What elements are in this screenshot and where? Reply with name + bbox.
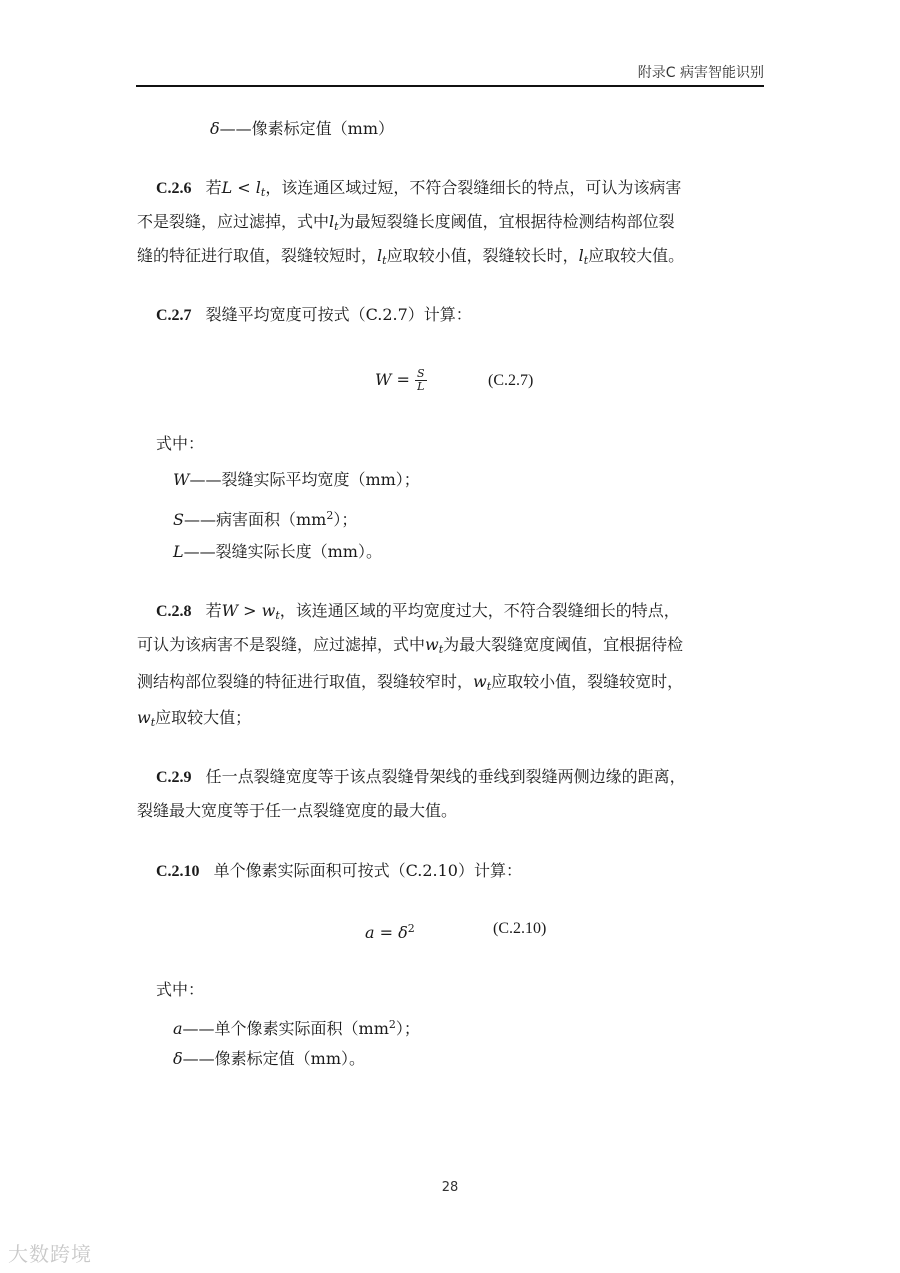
clause-c29-line2: 裂缝最大宽度等于任一点裂缝宽度的最大值。	[137, 801, 458, 820]
clause-c27: C.2.7 裂缝平均宽度可按式（C.2.7）计算：	[156, 305, 472, 324]
header-divider	[136, 85, 764, 87]
equation-c210: $a = \delta^2$	[365, 922, 415, 942]
clause-c26-line1: C.2.6 若$L < l_t$，该连通区域过短，不符合裂缝细长的特点，可认为该病害	[156, 178, 682, 199]
clause-number: C.2.9	[156, 769, 192, 786]
definition-a: a——单个像素实际面积$(mm^2)$；	[173, 1018, 420, 1038]
clause-number: C.2.10	[156, 863, 200, 880]
equation-number-c27: (C.2.7)	[488, 372, 534, 389]
where-label-1: 式中：	[156, 434, 205, 453]
where-label-2: 式中：	[156, 980, 205, 999]
running-header: 附录C 病害智能识别	[637, 65, 764, 81]
equation-c27: W = $\frac{S}{L}$	[375, 367, 425, 393]
definition-delta: δ——像素标定值（mm）。	[173, 1049, 365, 1068]
clause-c28-line3: 测结构部位裂缝的特征进行取值，裂缝较窄时，$w_t$应取较小值，裂缝较宽时，	[137, 672, 684, 693]
page-number: 28	[441, 1180, 459, 1195]
definition-S: S——病害面积$(mm^2)$；	[173, 509, 358, 529]
clause-c26-line3: 缝的特征进行取值，裂缝较短时，$l_t$应取较小值，裂缝较长时，$l_t$应取较大值。	[137, 246, 685, 267]
clause-number: C.2.8	[156, 603, 192, 620]
clause-c28-line2: 可认为该病害不是裂缝，应过滤掉，式中$w_t$为最大裂缝宽度阈值，宜根据待检	[137, 635, 684, 656]
definition-W: W——裂缝实际平均宽度（mm）；	[173, 470, 420, 489]
definition-delta-top: δ——像素标定值（mm）	[210, 119, 394, 138]
definition-L: L——裂缝实际长度（mm）。	[173, 542, 382, 561]
clause-number: C.2.6	[156, 180, 192, 197]
clause-c28-line4: $w_t$应取较大值；	[137, 708, 252, 729]
clause-c28-line1: C.2.8 若$W > w_t$，该连通区域的平均宽度过大，不符合裂缝细长的特点，	[156, 601, 680, 622]
clause-number: C.2.7	[156, 307, 192, 324]
fraction: $\frac{S}{L}$	[417, 367, 425, 393]
clause-c26-line2: 不是裂缝，应过滤掉，式中$l_t$为最短裂缝长度阈值，宜根据待检测结构部位裂	[137, 212, 675, 233]
clause-c29-line1: C.2.9 任一点裂缝宽度等于该点裂缝骨架线的垂线到裂缝两侧边缘的距离，	[156, 767, 686, 786]
equation-number-c210: (C.2.10)	[493, 920, 547, 937]
clause-c210: C.2.10 单个像素实际面积可按式（C.2.10）计算：	[156, 861, 522, 880]
watermark: 大数跨境	[8, 1242, 92, 1266]
